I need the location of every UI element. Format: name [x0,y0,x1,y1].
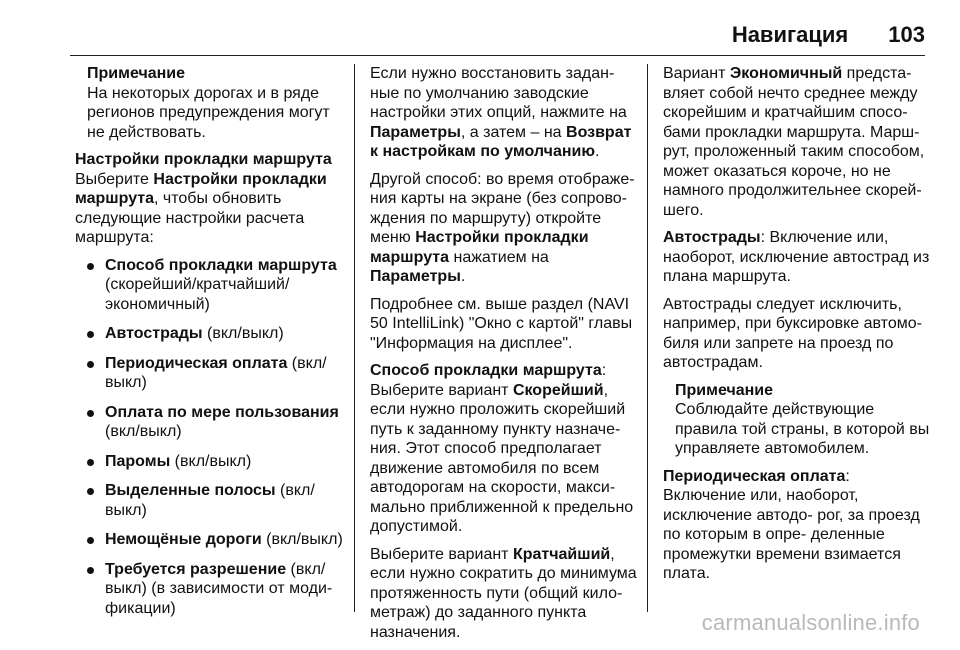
options-list [75,256,345,619]
bullet-icon [87,410,94,417]
subheading-route-settings: Настройки прокладки маршрута [75,151,332,168]
page-header [732,22,925,52]
paragraph-shortest: Выберите вариант Кратчайший, если нужно сократить до минимума протяженность пути (общий кило- метраж) до заданного пункта назначения. [370,545,637,641]
list-item: Способ прокладки маршрута (скорейший/кратчайший/ экономичный) [75,256,345,315]
bullet-icon [87,537,94,544]
bullet-icon [87,263,94,270]
header-divider [70,55,925,56]
paragraph-economical: Вариант Экономичный предста- вляет собой нечто среднее между скорейшим и кратчайшим спосо- бами прокладки маршрута. Марш- рут, проложенный таким способом, может оказаться короче, но не намного продолжительнее скорей- шего. [663,65,925,219]
bullet-icon [87,488,94,495]
page-number: 103 [888,22,925,47]
bullet-icon [87,567,94,574]
list-item: Периодическая оплата (вкл/ выкл) [75,354,345,393]
note-text: На некоторых дорогах и в ряде регионов предупреждения могут не действовать. [87,84,330,141]
note-box [663,381,933,459]
column-2 [370,64,640,650]
watermark: carmanualsonline.info [701,610,920,635]
note-box [75,64,345,142]
column-1 [75,64,345,628]
section-title: Навигация [731,22,849,47]
subheading-route-method: Способ прокладки маршрута: [370,362,607,379]
column-divider-1 [354,64,355,612]
bullet-icon [87,331,94,338]
note-title: Примечание [675,381,774,399]
column-3 [663,64,933,592]
list-item: Автострады (вкл/выкл) [75,324,345,344]
list-item: Оплата по мере пользования (вкл/выкл) [75,403,345,442]
paragraph-alternative: Другой способ: во время отображе- ния карты на экране (без сопрово- ждения по маршруту) откройте меню Настройки прокладки маршрута нажатием на Параметры. [370,170,635,285]
note-text: Соблюдайте действующие правила той страны, в которой вы управляете автомобилем. [675,401,930,457]
paragraph-motorways: Автострады: Включение или, наоборот, исключение автострад из плана маршрута. [663,229,930,285]
paragraph-fastest: Выберите вариант Скорейший, если нужно проложить скорейший путь к заданному пункту назначе- ния. Этот способ предполагает движение автомобиля по всем автодорогам на скорости, макси- мально приближенной к предельно допустимой. [370,381,634,535]
list-item: Немощёные дороги (вкл/выкл) [75,530,345,550]
bullet-icon [87,361,94,368]
paragraph-reference: Подробнее см. выше раздел (NAVI 50 IntelliLink) "Окно с картой" главы "Информация на дисплее". [370,295,633,352]
note-title: Примечание [87,65,186,82]
column-divider-2 [647,64,648,612]
list-item: Требуется разрешение (вкл/ выкл) (в зависимости от моди- фикации) [75,560,345,619]
list-item: Паромы (вкл/выкл) [75,452,345,472]
paragraph-restore-defaults: Если нужно восстановить задан- ные по умолчанию заводские настройки этих опций, нажмите на Параметры, а затем – на Возврат к настройкам по умолчанию. [370,65,632,160]
paragraph-motorways-exclude: Автострады следует исключить, например, при буксировке автомо- биля или запрете на проезд по автострадам. [663,295,922,371]
paragraph-periodic-toll: Периодическая оплата: Включение или, наоборот, исключение автодо- рог, за проезд по которым в опре- деленные промежутки времени взимается плата. [663,467,920,582]
list-item: Выделенные полосы (вкл/ выкл) [75,481,345,520]
intro-paragraph: Выберите Настройки прокладки маршрута, чтобы обновить следующие настройки расчета маршрута: [75,170,327,246]
bullet-icon [87,459,94,466]
